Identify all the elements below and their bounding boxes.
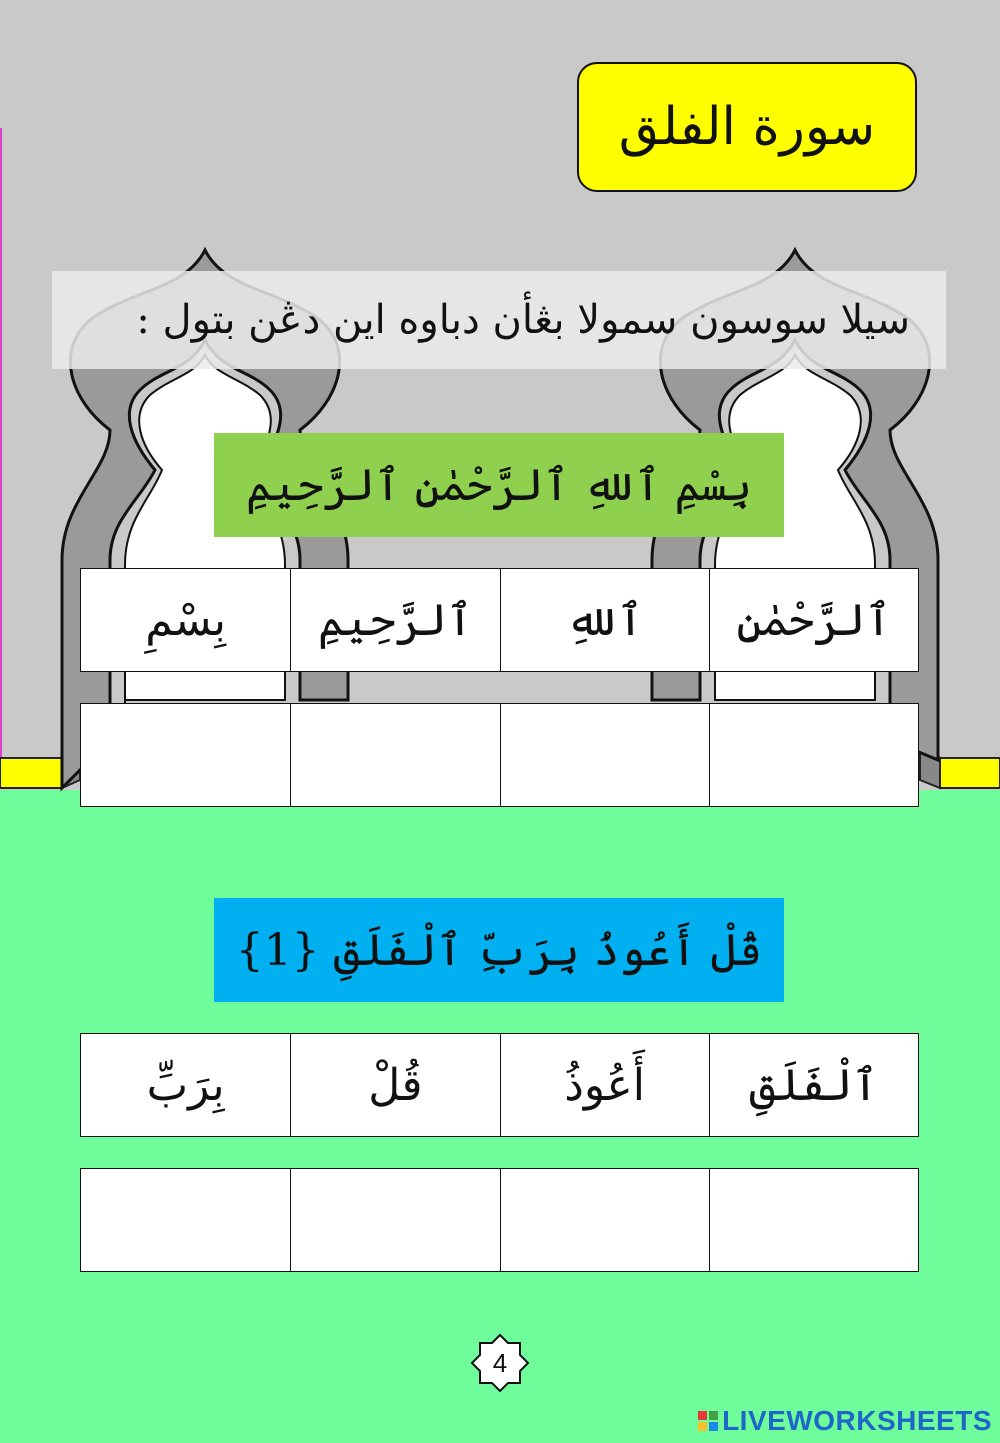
answer-row-1 <box>80 703 919 807</box>
word-card: ٱلرَّحِيمِ <box>290 569 499 671</box>
brand-logo-icon <box>698 1411 718 1431</box>
answer-drop-slot[interactable] <box>81 704 290 806</box>
verse-1: قُلْ أَعُوذُ بِرَبِّ ٱلْفَلَقِ {1} <box>214 898 784 1002</box>
answer-row-2 <box>80 1168 919 1272</box>
word-card: بِرَبِّ <box>81 1034 290 1136</box>
word-row-2 <box>80 1033 919 1137</box>
word-card: أَعُوذُ <box>500 1034 709 1136</box>
answer-drop-slot[interactable] <box>290 1169 499 1271</box>
instruction-text: سيلا سوسون سمولا بڠأن دباوه اين دڠن بتول : <box>52 271 946 369</box>
verse-basmalah: بِسْمِ ٱللهِ ٱلرَّحْمٰنِ ٱلرَّحِيمِ <box>214 433 784 537</box>
liveworksheets-logo <box>698 1405 992 1437</box>
brand-name: LIVEWORKSHEETS <box>722 1405 992 1436</box>
answer-drop-slot[interactable] <box>709 704 918 806</box>
word-card: ٱلْفَلَقِ <box>709 1034 918 1136</box>
surah-title: سورة الفلق <box>577 62 917 192</box>
answer-drop-slot[interactable] <box>290 704 499 806</box>
word-card: بِسْمِ <box>81 569 290 671</box>
word-card: ٱلرَّحْمٰنِ <box>709 569 918 671</box>
answer-drop-slot[interactable] <box>81 1169 290 1271</box>
answer-drop-slot[interactable] <box>500 704 709 806</box>
word-row-1 <box>80 568 919 672</box>
word-card: قُلْ <box>290 1034 499 1136</box>
answer-drop-slot[interactable] <box>500 1169 709 1271</box>
answer-drop-slot[interactable] <box>709 1169 918 1271</box>
page-number: 4 <box>492 1347 508 1378</box>
word-card: ٱللهِ <box>500 569 709 671</box>
